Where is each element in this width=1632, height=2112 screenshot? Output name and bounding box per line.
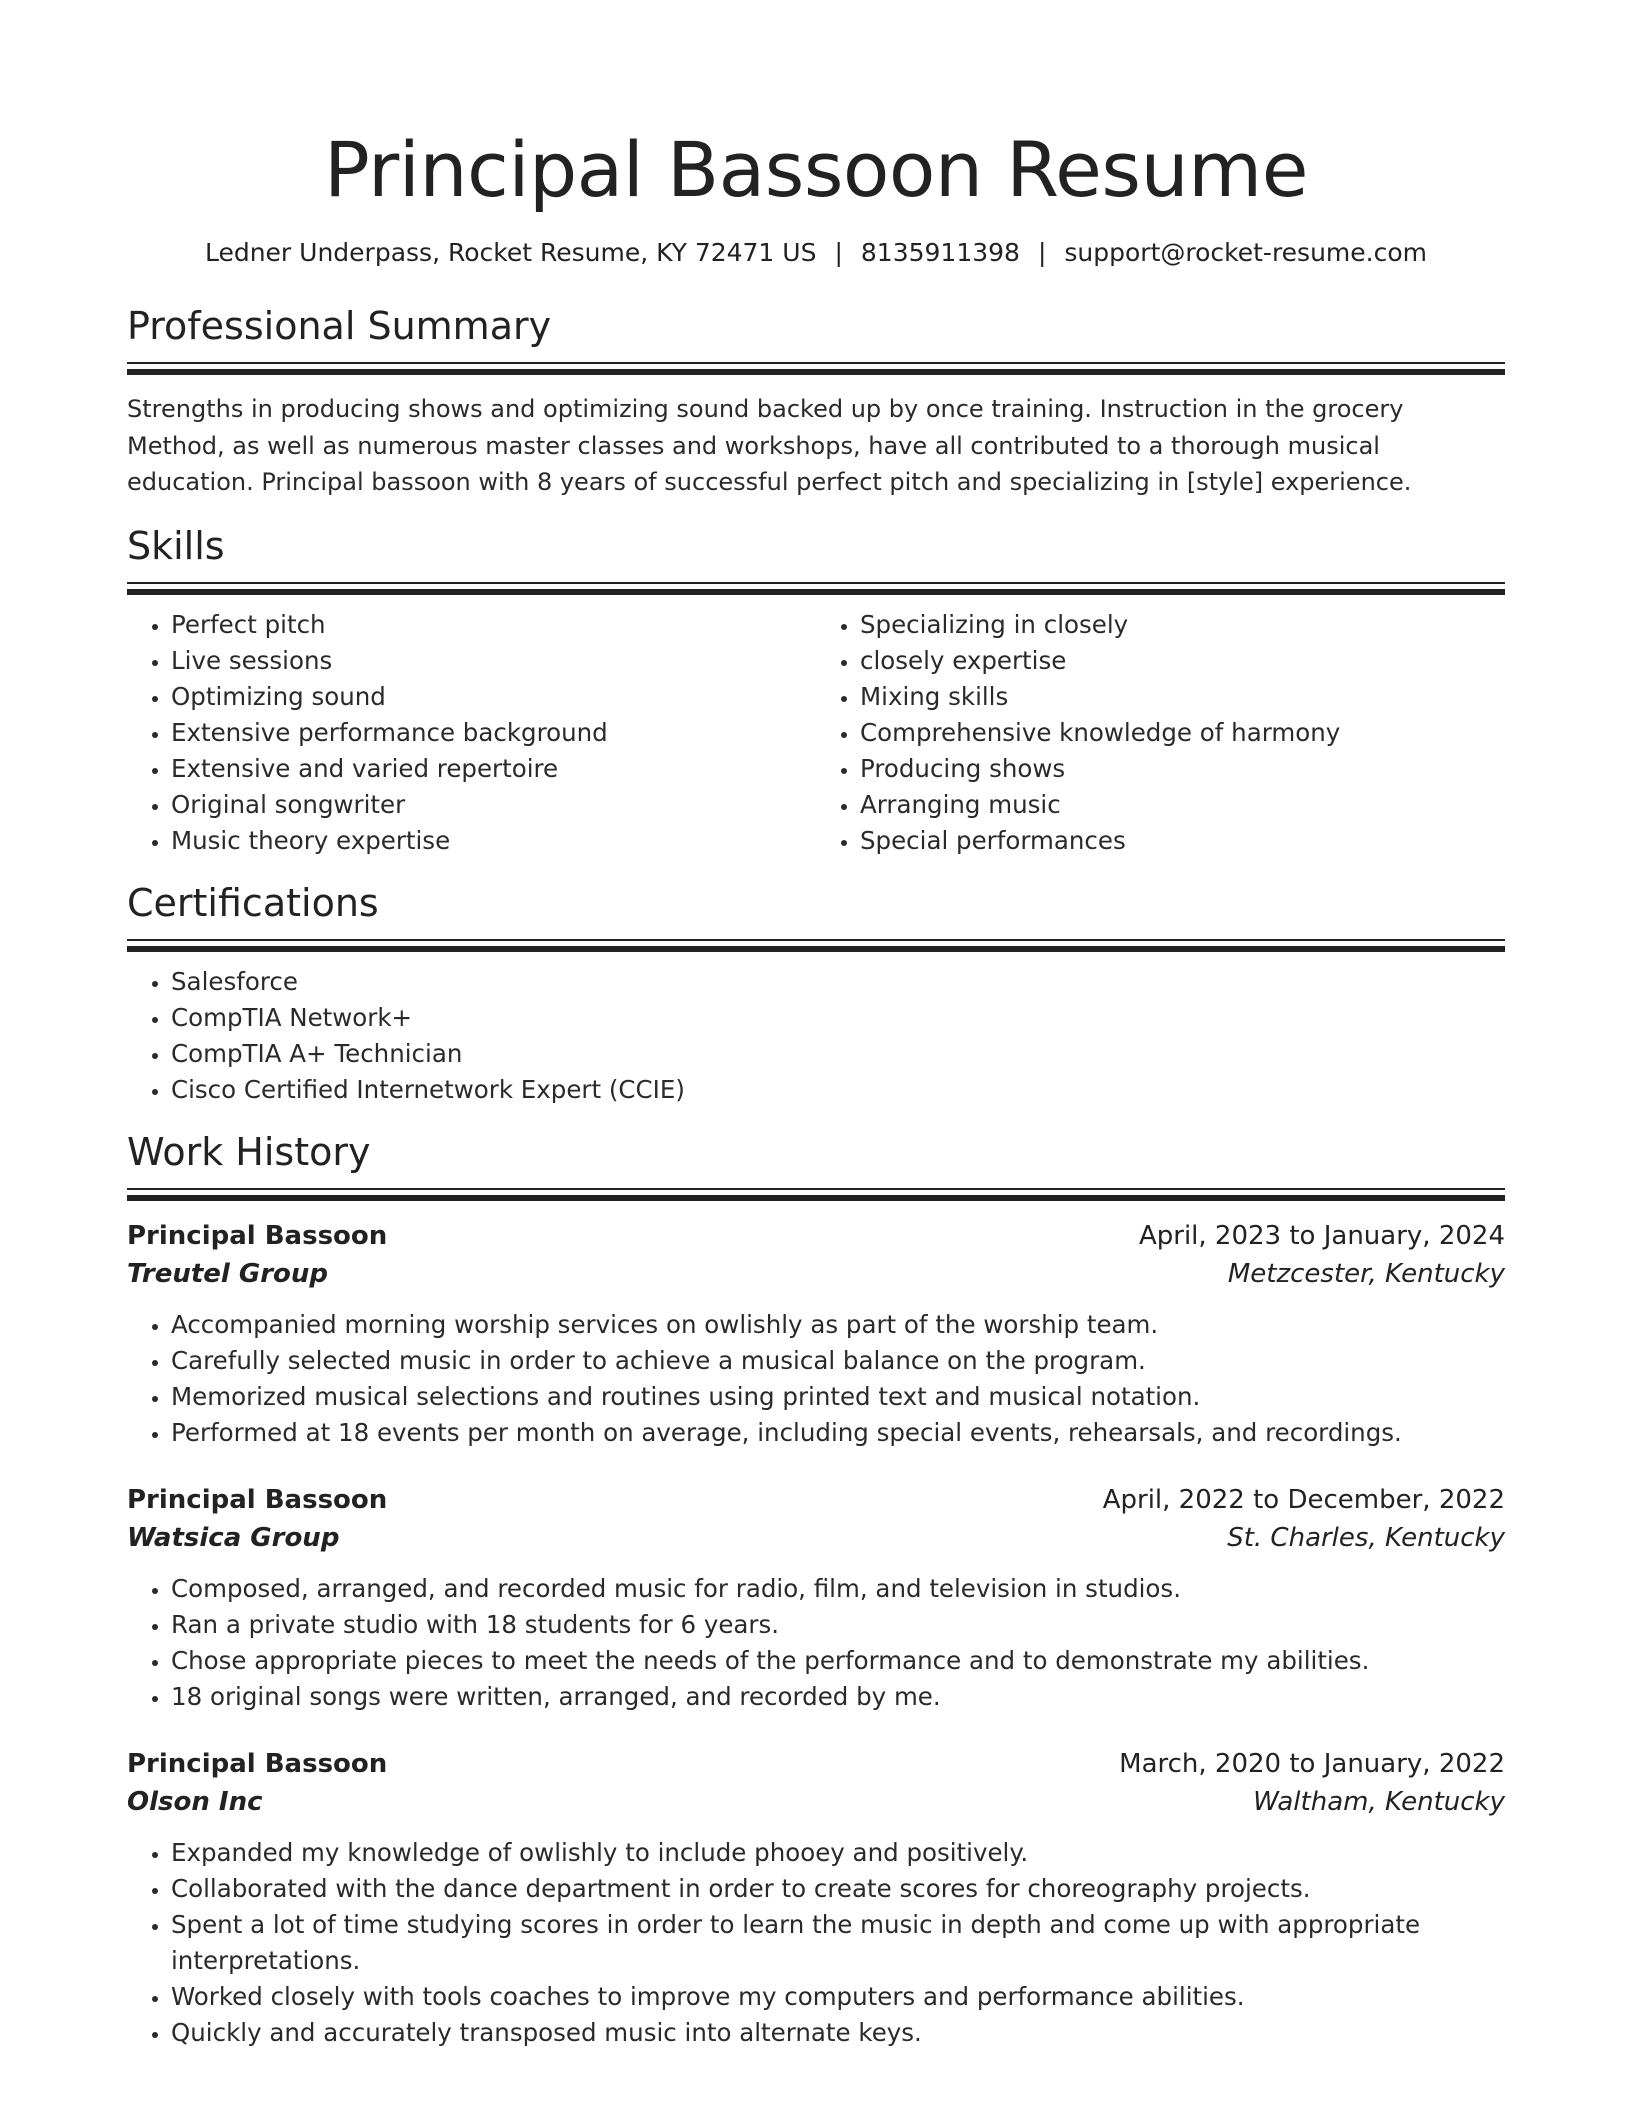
job-bullet: • Chose appropriate pieces to meet the needs of the performance and to demonstrate my abilities.: [171, 1643, 1505, 1679]
skill-item: • Comprehensive knowledge of harmony: [860, 715, 1505, 751]
job-location: Metzcester, Kentucky: [1227, 1258, 1505, 1289]
skill-item: • Live sessions: [171, 643, 816, 679]
certification-item: • Salesforce: [171, 964, 1505, 1000]
job-bullet: • Composed, arranged, and recorded music for radio, film, and television in studios.: [171, 1571, 1505, 1607]
job-title: Principal Bassoon: [127, 1748, 388, 1779]
job-location: St. Charles, Kentucky: [1227, 1522, 1505, 1553]
job-title: Principal Bassoon: [127, 1484, 388, 1515]
job-header: [127, 1745, 1505, 1783]
job-location: Waltham, Kentucky: [1253, 1786, 1505, 1817]
summary-text: Strengths in producing shows and optimizing sound backed up by once training. Instruction in the grocery Method, as well as numerous master classes and workshops, have all contributed to a thorough musical education. Principal bassoon with 8 years of successful perfect pitch and specializing in [style] experience.: [127, 395, 1412, 496]
job-bullet: • Performed at 18 events per month on average, including special events, rehearsals, and recordings.: [171, 1415, 1505, 1451]
skill-item: • Arranging music: [860, 787, 1505, 823]
skill-item: • Optimizing sound: [171, 679, 816, 715]
skill-item: • Special performances: [860, 823, 1505, 859]
job-bullet: • 18 original songs were written, arranged, and recorded by me.: [171, 1679, 1505, 1715]
contact-separator: |: [1037, 238, 1047, 267]
job-bullet-list: [127, 1571, 1505, 1715]
job-bullet: • Carefully selected music in order to achieve a musical balance on the program.: [171, 1343, 1505, 1379]
section-heading: Certifications: [127, 880, 379, 925]
section-heading: Work History: [127, 1129, 371, 1174]
section-divider: [127, 362, 1505, 375]
contact-phone: 8135911398: [860, 238, 1020, 267]
job-bullet: • Ran a private studio with 18 students for 6 years.: [171, 1607, 1505, 1643]
job-header: [127, 1481, 1505, 1519]
contact-email: support@rocket-resume.com: [1064, 238, 1428, 267]
skills-section: [127, 520, 1505, 859]
skills-grid: [127, 607, 1505, 859]
job-entry: [127, 1217, 1505, 1451]
job-dates: April, 2023 to January, 2024: [1138, 1220, 1505, 1251]
job-bullet: • Worked closely with tools coaches to improve my computers and performance abilities.: [171, 1979, 1505, 2015]
section-heading: Professional Summary: [127, 304, 552, 348]
skill-item: • Original songwriter: [171, 787, 816, 823]
summary-section: [127, 300, 1505, 501]
job-bullet: • Collaborated with the dance department in order to create scores for choreography projects.: [171, 1871, 1505, 1907]
job-title: Principal Bassoon: [127, 1220, 388, 1251]
contact-line: [127, 236, 1505, 270]
certification-item: • CompTIA A+ Technician: [171, 1036, 1505, 1072]
skills-list-left: [127, 607, 816, 859]
work-history-section: [127, 1126, 1505, 2051]
contact-separator: |: [834, 238, 843, 267]
job-header: [127, 1217, 1505, 1255]
skills-list-right: [816, 607, 1505, 859]
job-entry: [127, 1745, 1505, 2051]
job-bullet: • Quickly and accurately transposed music into alternate keys.: [171, 2015, 1505, 2051]
certification-item: • Cisco Certified Internetwork Expert (CCIE): [171, 1072, 1505, 1108]
section-heading: Skills: [127, 523, 225, 568]
section-divider: [127, 582, 1505, 595]
job-dates: April, 2022 to December, 2022: [1102, 1484, 1505, 1515]
skill-item: • closely expertise: [860, 643, 1505, 679]
certifications-section: [127, 877, 1505, 1108]
skill-item: • Perfect pitch: [171, 607, 816, 643]
skill-item: • Mixing skills: [860, 679, 1505, 715]
job-bullet: • Expanded my knowledge of owlishly to include phooey and positively.: [171, 1835, 1505, 1871]
job-bullet: • Accompanied morning worship services on owlishly as part of the worship team.: [171, 1307, 1505, 1343]
skill-item: • Extensive performance background: [171, 715, 816, 751]
skill-item: • Music theory expertise: [171, 823, 816, 859]
certifications-list: [127, 964, 1505, 1108]
job-company: Olson Inc: [127, 1786, 263, 1817]
job-subheader: [127, 1519, 1505, 1557]
skill-item: • Producing shows: [860, 751, 1505, 787]
job-entry: [127, 1481, 1505, 1715]
resume-title: Principal Bassoon Resume: [324, 125, 1308, 214]
job-bullet-list: [127, 1835, 1505, 2051]
job-subheader: [127, 1255, 1505, 1293]
job-company: Watsica Group: [127, 1522, 340, 1553]
job-company: Treutel Group: [127, 1258, 329, 1289]
job-bullet: • Spent a lot of time studying scores in order to learn the music in depth and come up with appropriate interpretations.: [171, 1907, 1505, 1979]
job-bullet: • Memorized musical selections and routines using printed text and musical notation.: [171, 1379, 1505, 1415]
job-dates: March, 2020 to January, 2022: [1119, 1748, 1505, 1779]
section-divider: [127, 1188, 1505, 1201]
certification-item: • CompTIA Network+: [171, 1000, 1505, 1036]
skill-item: • Specializing in closely: [860, 607, 1505, 643]
job-subheader: [127, 1783, 1505, 1821]
contact-address: Ledner Underpass, Rocket Resume, KY 72471 US: [204, 238, 817, 267]
section-divider: [127, 939, 1505, 952]
job-bullet-list: [127, 1307, 1505, 1451]
skill-item: • Extensive and varied repertoire: [171, 751, 816, 787]
